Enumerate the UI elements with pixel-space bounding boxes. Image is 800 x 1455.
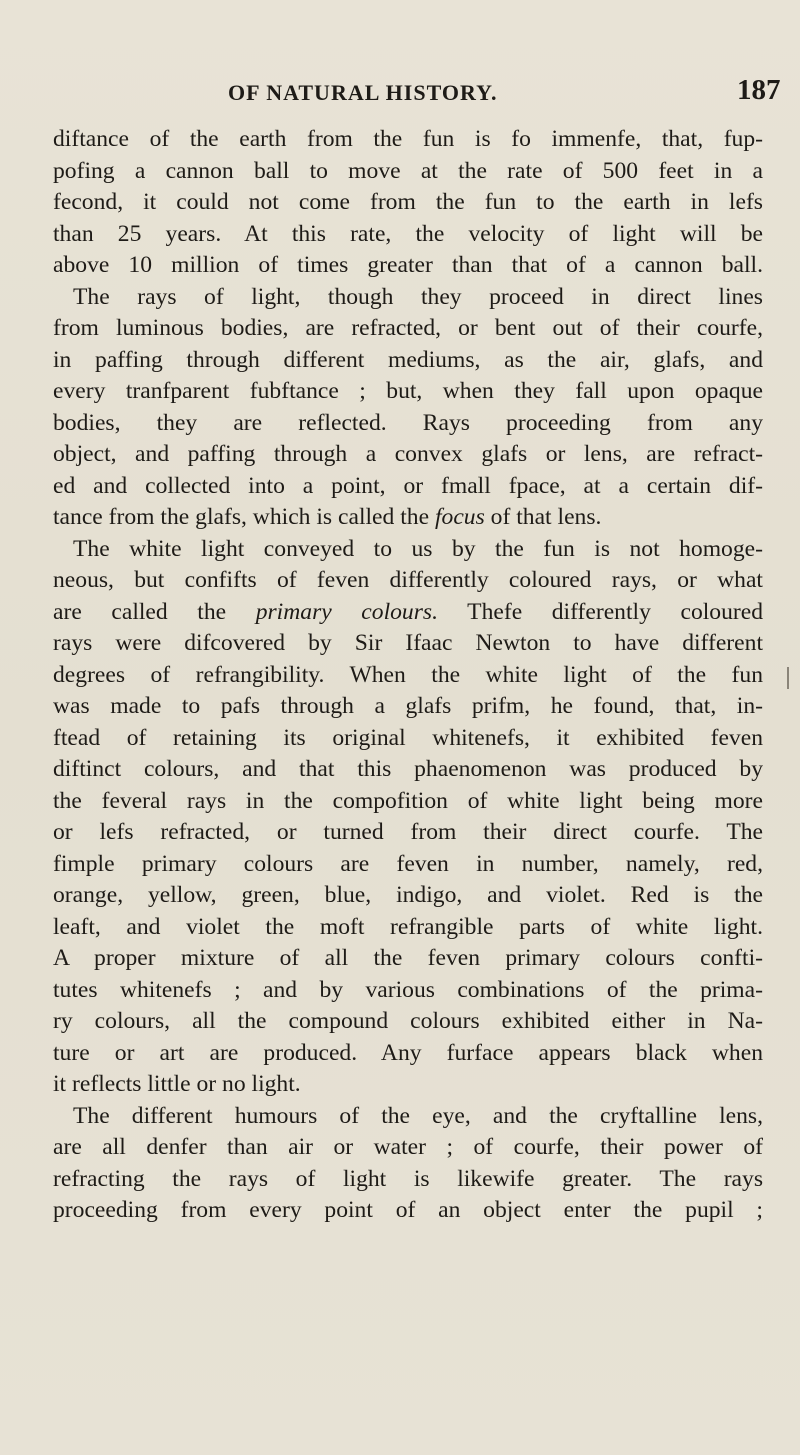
text-line-continuation: of that lens. [484, 504, 602, 530]
text-line-content: The white light conveyed to us by the fun is not homoge- [73, 535, 763, 562]
text-line [53, 250, 763, 282]
text-line [53, 313, 763, 345]
text-line [53, 565, 763, 597]
text-line [53, 597, 763, 629]
text-line-content: ftead of retaining its original whitenefs, it exhibited feven [53, 724, 763, 751]
text-line [53, 156, 763, 188]
text-line [53, 849, 763, 881]
text-line [53, 1164, 763, 1196]
text-line-content: tutes whitenefs ; and by various combinations of the prima- [53, 976, 763, 1003]
text-line-content: diftinct colours, and that this phaenomenon was produced by [53, 756, 763, 782]
running-head [0, 74, 800, 114]
text-line-content: leaft, and violet the moft refrangible parts of white light. [53, 913, 763, 940]
text-line-content: ture or art are produced. Any furface appears black when [53, 1039, 763, 1066]
text-line-content: from luminous bodies, are refracted, or bent out of their courfe, [53, 315, 763, 341]
text-line [53, 1101, 763, 1133]
text-line [53, 534, 763, 566]
italic-term: primary colours. [255, 598, 438, 625]
text-line [53, 975, 763, 1007]
text-line-content: fecond, it could not come from the fun to the earth in lefs [53, 189, 763, 215]
page-number: 187 [737, 74, 781, 106]
text-line [53, 660, 763, 692]
text-line-content: are all denfer than air or water ; of courfe, their power of [53, 1134, 763, 1160]
text-line-content: object, and paffing through a convex glafs or lens, are refract- [53, 441, 763, 467]
text-line [53, 187, 763, 219]
text-line-content: proceeding from every point of an object enter the pupil ; [53, 1197, 763, 1223]
text-line [53, 282, 763, 314]
text-line [53, 754, 763, 786]
text-line [53, 376, 763, 408]
text-line [53, 943, 763, 975]
text-line-content: every tranfparent fubftance ; but, when they fall upon opaque [53, 378, 763, 404]
text-line [53, 408, 763, 440]
text-line-content: refracting the rays of light is likewife greater. The rays [53, 1165, 763, 1192]
text-line-content: orange, yellow, green, blue, indigo, and violet. Red is the [53, 882, 763, 908]
text-line-content: was made to pafs through a glafs prifm, he found, that, in- [53, 693, 763, 719]
text-line [53, 1038, 763, 1070]
text-line-content: The rays of light, though they proceed in direct lines [73, 283, 763, 310]
body-text [53, 124, 763, 1227]
text-line-content: in paffing through different mediums, as the air, glafs, and [53, 346, 763, 373]
text-line [53, 723, 763, 755]
text-line-content: the feveral rays in the compofition of white light being more [53, 787, 763, 814]
text-line [53, 471, 763, 503]
text-line [53, 124, 763, 156]
text-line-content: rays were difcovered by Sir Ifaac Newton to have different [53, 630, 763, 656]
text-line [53, 1132, 763, 1164]
text-line [53, 219, 763, 251]
text-line [53, 502, 763, 534]
text-line [53, 691, 763, 723]
text-line-content: bodies, they are reflected. Rays proceeding from any [53, 409, 763, 436]
text-line-continuation: Thefe differently coloured [438, 598, 764, 625]
text-line [53, 817, 763, 849]
running-head-title: OF NATURAL HISTORY. [228, 80, 498, 105]
text-line [53, 439, 763, 471]
text-line-content: than 25 years. At this rate, the velocity of light will be [53, 220, 763, 247]
text-line-content: A proper mixture of all the feven primary colours confti- [53, 945, 763, 971]
text-line [53, 345, 763, 377]
text-line-content: The different humours of the eye, and the cryftalline lens, [73, 1102, 763, 1129]
italic-term: focus [434, 504, 485, 530]
text-line [53, 786, 763, 818]
text-line [53, 912, 763, 944]
text-line-content: ry colours, all the compound colours exhibited either in Na- [53, 1008, 763, 1034]
text-line-content: neous, but confifts of feven differently coloured rays, or what [53, 567, 763, 593]
text-line-content: tance from the glafs, which is called the [53, 504, 430, 530]
text-line-content: degrees of refrangibility. When the white light of the fun [53, 661, 763, 688]
text-line-content: are called the [53, 598, 227, 625]
text-line-content: above 10 million of times greater than that of a cannon ball. [53, 252, 763, 278]
text-line-content: pofing a cannon ball to move at the rate of 500 feet in a [53, 157, 763, 184]
text-line [53, 1195, 763, 1227]
text-line-content: or lefs refracted, or turned from their direct courfe. The [53, 819, 763, 845]
margin-mark [787, 667, 789, 689]
text-line [53, 1006, 763, 1038]
text-line [53, 880, 763, 912]
text-line [53, 1069, 763, 1101]
text-line-content: ed and collected into a point, or fmall fpace, at a certain dif- [53, 472, 763, 499]
text-line-content: diftance of the earth from the fun is fo immenfe, that, fup- [53, 126, 763, 152]
text-line-content: fimple primary colours are feven in number, namely, red, [53, 850, 763, 877]
text-line-content: it reflects little or no light. [53, 1071, 301, 1097]
text-line [53, 628, 763, 660]
